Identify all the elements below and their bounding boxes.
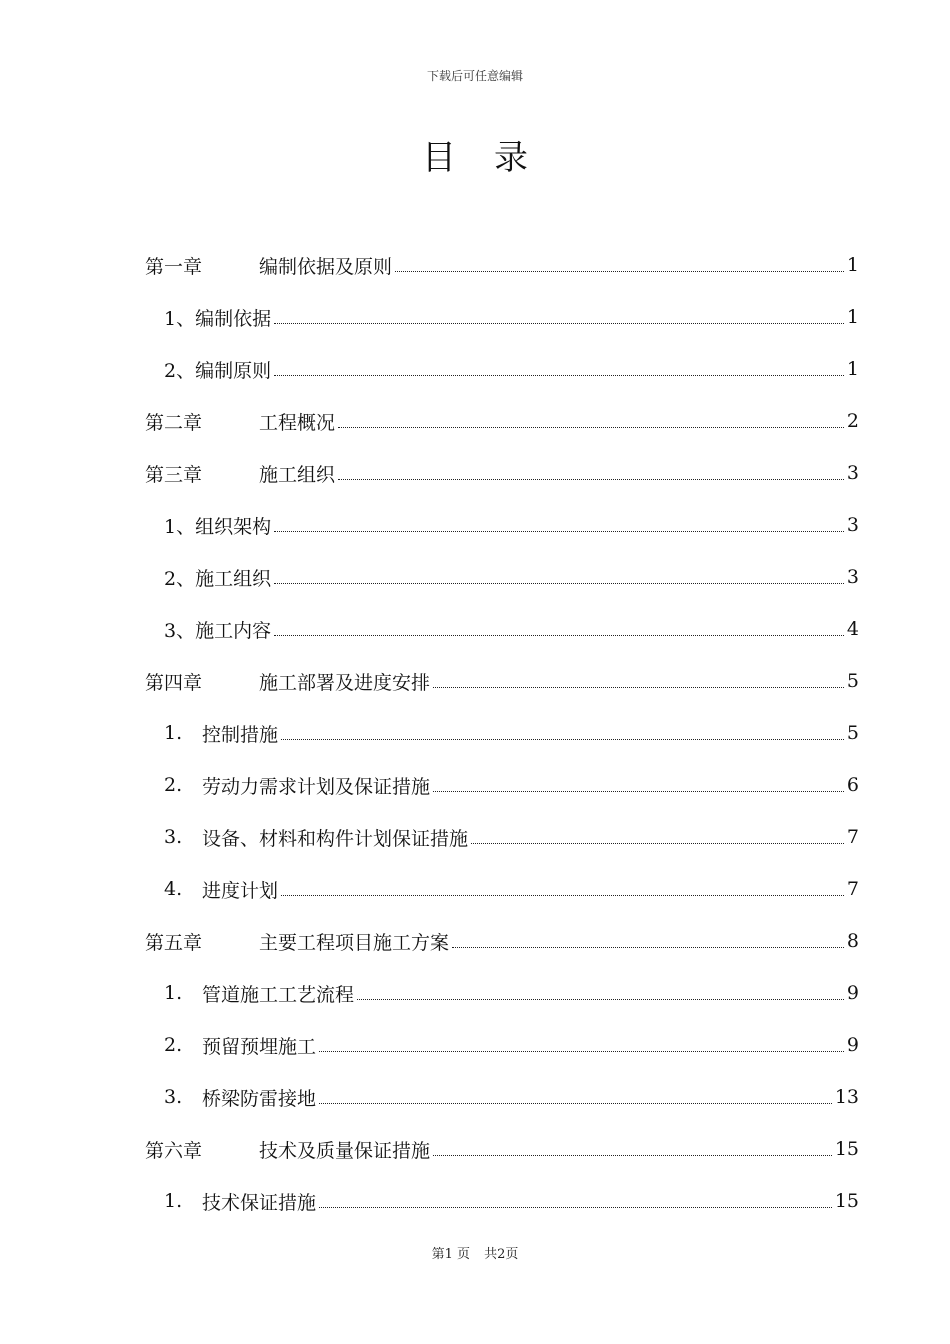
- toc-entry[interactable]: [0, 915, 859, 967]
- toc-entry-number: 第二章: [145, 411, 203, 434]
- toc-dot-leader: [319, 1207, 832, 1208]
- toc-entry-label: 编制依据及原则: [259, 255, 393, 278]
- toc-dot-leader: [433, 1155, 832, 1156]
- toc-entry-page: 7: [846, 826, 859, 848]
- toc-dot-leader: [274, 531, 844, 532]
- toc-title-char-1: 目: [422, 138, 456, 178]
- toc-dot-leader: [281, 739, 844, 740]
- toc-dot-leader: [433, 791, 844, 792]
- toc-entry-number: 2、: [164, 359, 196, 382]
- toc-dot-leader: [319, 1103, 832, 1104]
- toc-entry[interactable]: [0, 759, 859, 811]
- toc-entry[interactable]: [0, 811, 859, 863]
- toc-dot-leader: [338, 479, 844, 480]
- toc-entry[interactable]: [0, 447, 859, 499]
- toc-dot-leader: [274, 375, 844, 376]
- toc-dot-leader: [338, 427, 844, 428]
- toc-entry[interactable]: [0, 707, 859, 759]
- toc-entry-number: 第五章: [145, 931, 203, 954]
- toc-entry-page: 15: [834, 1190, 859, 1212]
- toc-entry-label: 控制措施: [202, 723, 279, 746]
- page-footer: [0, 1243, 950, 1262]
- toc-dot-leader: [319, 1051, 844, 1052]
- toc-entry[interactable]: [0, 603, 859, 655]
- toc-entry-label: 技术保证措施: [202, 1191, 317, 1214]
- toc-dot-leader: [452, 947, 844, 948]
- toc-entry-label: 进度计划: [202, 879, 279, 902]
- footer-total-pages: 共2页: [484, 1247, 519, 1262]
- toc-entry-label: 编制依据: [195, 307, 272, 330]
- toc-entry-number: 1、: [164, 515, 196, 538]
- toc-entry[interactable]: [0, 343, 859, 395]
- toc-entry[interactable]: [0, 967, 859, 1019]
- toc-entry-page: 3: [846, 566, 859, 588]
- footer-current-page: 第1 页: [431, 1247, 471, 1262]
- toc-entry-page: 4: [846, 618, 859, 640]
- toc-entry-page: 5: [846, 722, 859, 744]
- toc-entry-number: 1.: [164, 722, 183, 744]
- toc-entry-label: 预留预埋施工: [202, 1035, 317, 1058]
- toc-entry-number: 第四章: [145, 671, 203, 694]
- toc-entry-label: 施工内容: [195, 619, 272, 642]
- toc-entry-number: 第三章: [145, 463, 203, 486]
- toc-entry-page: 15: [834, 1138, 859, 1160]
- toc-entry-page: 7: [846, 878, 859, 900]
- header-note: 下载后可任意编辑: [426, 69, 523, 83]
- toc-entry-number: 2.: [164, 1034, 183, 1056]
- toc-entry-page: 8: [846, 930, 859, 952]
- toc-entry-label: 工程概况: [259, 411, 336, 434]
- toc-entry-page: 5: [846, 670, 859, 692]
- toc-entry-page: 3: [846, 514, 859, 536]
- toc-entry-label: 主要工程项目施工方案: [259, 931, 450, 954]
- toc-entry-number: 第一章: [145, 255, 203, 278]
- toc-entry-label: 设备、材料和构件计划保证措施: [202, 827, 469, 850]
- toc-dot-leader: [433, 687, 844, 688]
- toc-entry-number: 3.: [164, 826, 183, 848]
- toc-entry-number: 2、: [164, 567, 196, 590]
- toc-entry-label: 管道施工工艺流程: [202, 983, 355, 1006]
- toc-entry-number: 1.: [164, 1190, 183, 1212]
- toc-title-char-2: 录: [494, 138, 528, 178]
- toc-entry[interactable]: [0, 1175, 859, 1227]
- toc-entry[interactable]: [0, 863, 859, 915]
- toc-entry[interactable]: [0, 1019, 859, 1071]
- toc-entry-label: 技术及质量保证措施: [259, 1139, 431, 1162]
- toc-entry-number: 1.: [164, 982, 183, 1004]
- toc-dot-leader: [274, 635, 844, 636]
- toc-entry-number: 3、: [164, 619, 196, 642]
- toc-dot-leader: [471, 843, 844, 844]
- toc-dot-leader: [281, 895, 844, 896]
- toc-entry-page: 9: [846, 1034, 859, 1056]
- toc-entry-page: 6: [846, 774, 859, 796]
- toc-entry[interactable]: [0, 499, 859, 551]
- toc-entry-label: 劳动力需求计划及保证措施: [202, 775, 431, 798]
- toc-entry-label: 施工组织: [195, 567, 272, 590]
- toc-entry-page: 13: [834, 1086, 859, 1108]
- toc-dot-leader: [274, 583, 844, 584]
- toc-entry-number: 4.: [164, 878, 183, 900]
- toc-entry-number: 第六章: [145, 1139, 203, 1162]
- toc-entry-number: 3.: [164, 1086, 183, 1108]
- toc-entry[interactable]: [0, 655, 859, 707]
- toc-entry-page: 1: [846, 254, 859, 276]
- toc-entry-label: 施工部署及进度安排: [259, 671, 431, 694]
- toc-entry-number: 2.: [164, 774, 183, 796]
- toc-dot-leader: [274, 323, 844, 324]
- toc-entry[interactable]: [0, 239, 859, 291]
- toc-dot-leader: [395, 271, 844, 272]
- toc-entry-label: 编制原则: [195, 359, 272, 382]
- toc-entry-page: 2: [846, 410, 859, 432]
- toc-entry-number: 1、: [164, 307, 196, 330]
- toc-entry[interactable]: [0, 551, 859, 603]
- toc-entry[interactable]: [0, 395, 859, 447]
- toc-list: [0, 239, 950, 1227]
- toc-entry[interactable]: [0, 1123, 859, 1175]
- toc-entry[interactable]: [0, 1071, 859, 1123]
- toc-dot-leader: [357, 999, 844, 1000]
- toc-entry-page: 1: [846, 306, 859, 328]
- toc-entry[interactable]: [0, 291, 859, 343]
- toc-title: [0, 130, 950, 179]
- toc-entry-label: 桥梁防雷接地: [202, 1087, 317, 1110]
- toc-entry-page: 3: [846, 462, 859, 484]
- toc-entry-label: 组织架构: [195, 515, 272, 538]
- toc-entry-page: 1: [846, 358, 859, 380]
- toc-entry-page: 9: [846, 982, 859, 1004]
- toc-entry-label: 施工组织: [259, 463, 336, 486]
